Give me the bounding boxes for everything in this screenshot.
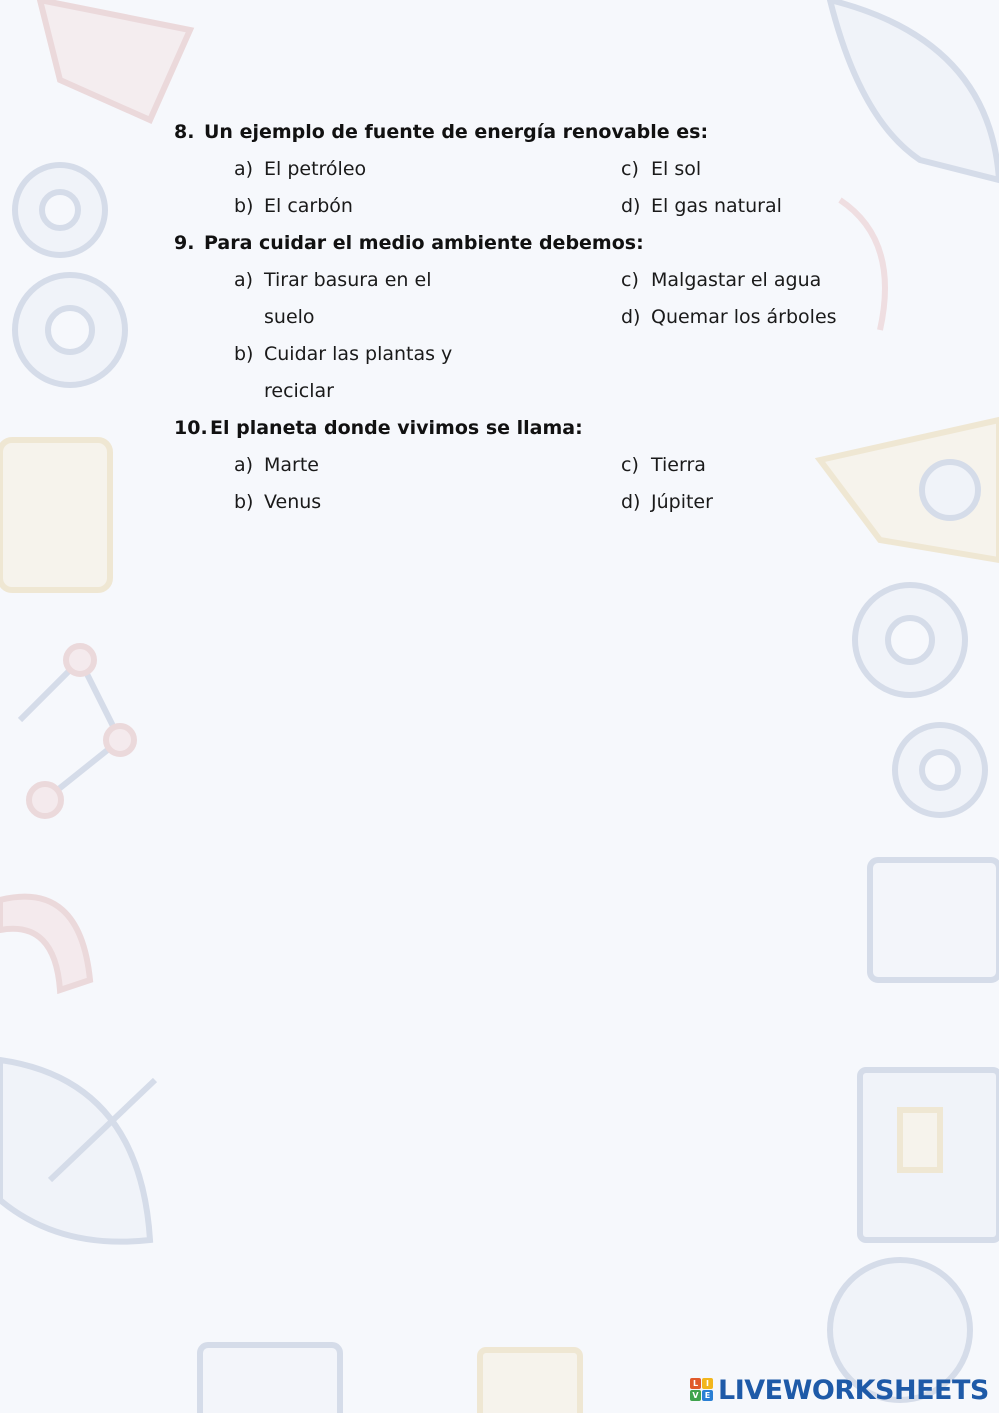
option-10a[interactable] bbox=[234, 454, 319, 476]
option-letter: c) bbox=[621, 158, 639, 180]
option-letter: a) bbox=[234, 454, 254, 476]
option-10d[interactable] bbox=[621, 491, 713, 513]
option-letter: c) bbox=[621, 269, 639, 291]
question-10 bbox=[174, 417, 583, 439]
option-9a[interactable] bbox=[234, 269, 431, 291]
option-letter: d) bbox=[621, 491, 641, 513]
option-text: Tierra bbox=[651, 454, 706, 476]
option-8d[interactable] bbox=[621, 195, 782, 217]
option-9b-continuation: reciclar bbox=[264, 380, 334, 402]
option-9d[interactable] bbox=[621, 306, 837, 328]
option-text: Malgastar el agua bbox=[651, 269, 822, 291]
option-text: Quemar los árboles bbox=[651, 306, 837, 328]
question-number: 8. bbox=[174, 121, 195, 143]
option-9b[interactable] bbox=[234, 343, 452, 365]
question-number: 9. bbox=[174, 232, 195, 254]
question-text: El planeta donde vivimos se llama: bbox=[210, 417, 583, 439]
question-text: Para cuidar el medio ambiente debemos: bbox=[204, 232, 644, 254]
option-9a-continuation: suelo bbox=[264, 306, 315, 328]
question-number: 10. bbox=[174, 417, 208, 439]
option-8b[interactable] bbox=[234, 195, 353, 217]
option-text: Júpiter bbox=[651, 491, 713, 513]
option-letter: b) bbox=[234, 491, 254, 513]
option-text: Cuidar las plantas y bbox=[264, 343, 453, 365]
option-8a[interactable] bbox=[234, 158, 366, 180]
option-text: El carbón bbox=[264, 195, 353, 217]
option-text: El petróleo bbox=[264, 158, 367, 180]
option-9c[interactable] bbox=[621, 269, 821, 291]
option-text: Marte bbox=[264, 454, 319, 476]
option-letter: d) bbox=[621, 195, 641, 217]
question-9 bbox=[174, 232, 644, 254]
liveworksheets-logo-icon: L I V E bbox=[690, 1378, 714, 1402]
option-letter: a) bbox=[234, 158, 254, 180]
brand-text: LIVEWORKSHEETS bbox=[718, 1374, 989, 1406]
question-8 bbox=[174, 121, 708, 143]
option-letter: c) bbox=[621, 454, 639, 476]
option-letter: b) bbox=[234, 195, 254, 217]
option-text: Venus bbox=[264, 491, 322, 513]
option-10c[interactable] bbox=[621, 454, 706, 476]
option-text: Tirar basura en el bbox=[264, 269, 432, 291]
option-8c[interactable] bbox=[621, 158, 701, 180]
option-text: El sol bbox=[651, 158, 702, 180]
liveworksheets-brand[interactable] bbox=[690, 1374, 989, 1406]
option-letter: a) bbox=[234, 269, 254, 291]
question-text: Un ejemplo de fuente de energía renovable es: bbox=[204, 121, 709, 143]
option-10b[interactable] bbox=[234, 491, 321, 513]
option-letter: b) bbox=[234, 343, 254, 365]
option-text: El gas natural bbox=[651, 195, 782, 217]
option-letter: d) bbox=[621, 306, 641, 328]
